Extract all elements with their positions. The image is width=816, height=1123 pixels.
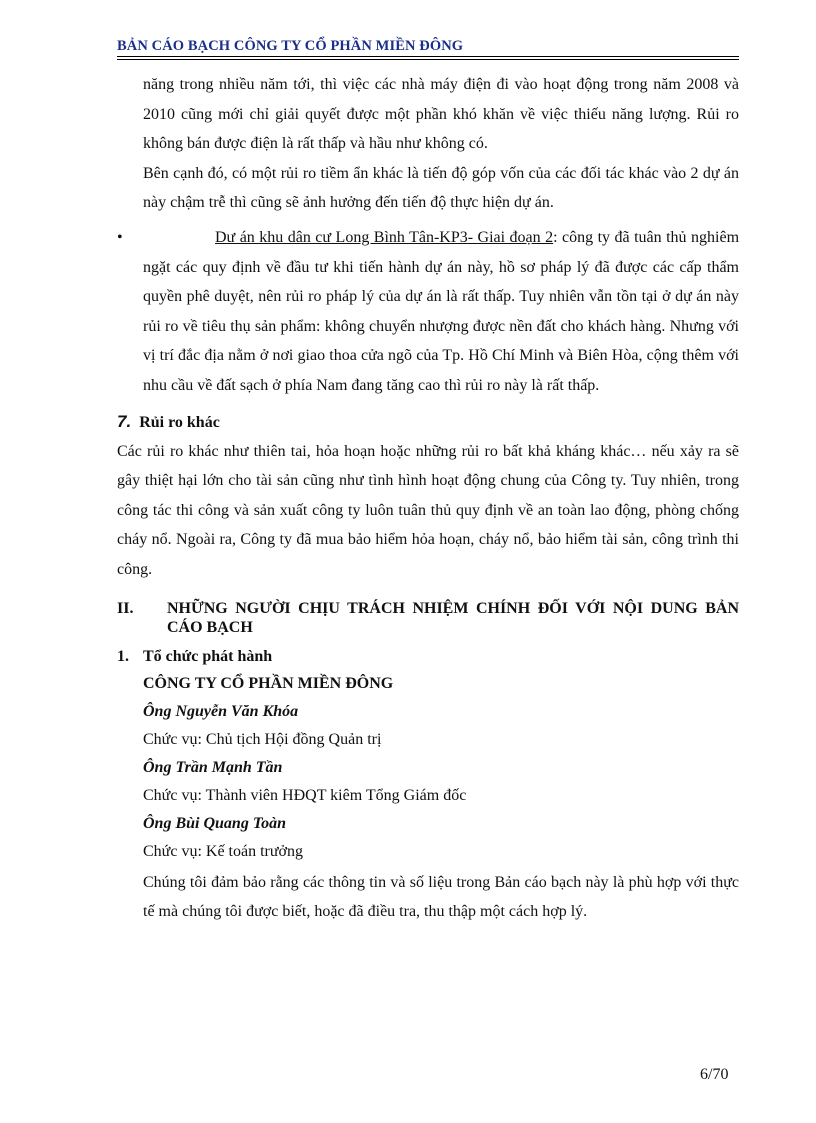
signatories-list <box>117 670 739 866</box>
header-rule-thin <box>117 59 739 60</box>
section-II-heading <box>117 599 739 637</box>
person-name: Ông Bùi Quang Toàn <box>143 814 287 832</box>
person-role: Chức vụ: Chủ tịch Hội đồng Quản trị <box>143 730 382 748</box>
section-7-number: 7. <box>117 411 132 431</box>
section-7-heading <box>117 407 739 437</box>
person-role: Chức vụ: Thành viên HĐQT kiêm Tổng Giám đốc <box>143 786 467 804</box>
section-7-body: Các rủi ro khác như thiên tai, hỏa hoạn hoặc những rủi ro bất khả kháng khác… nếu xảy ra sẽ gây thiệt hại lớn cho tài sản cũng như tình hình hoạt động chung của Công ty. Tuy nhiên, trong công tác thi công và sản xuất công ty luôn tuân thủ quy định về an toàn lao động, phòng chống cháy nổ. Ngoài ra, Công ty đã mua bảo hiểm hỏa hoạn, cháy nổ, bảo hiểm tài sản, công trình thi công. <box>117 442 739 578</box>
page-number: 6/70 <box>700 1066 729 1083</box>
bullet-text: : công ty đã tuân thủ nghiêm ngặt các quy định về đầu tư khi tiến hành dự án này, hồ sơ pháp lý đã được các cấp thẩm quyền phê duyệt, nên rủi ro pháp lý của dự án là rất thấp. Tuy nhiên vẫn tồn tại ở dự án này rủi ro về tiêu thụ sản phẩm: không chuyển nhượng được nền đất cho khách hàng. Nhưng với vị trí đắc địa nằm ở nơi giao thoa cửa ngõ của Tp. Hồ Chí Minh và Biên Hòa, cộng thêm với nhu cầu về đất sạch ở phía Nam đang tăng cao thì rủi ro này là rất thấp. <box>143 228 740 394</box>
document-header: BẢN CÁO BẠCH CÔNG TY CỔ PHẦN MIỀN ĐÔNG <box>117 38 464 54</box>
section-1-title: Tổ chức phát hành <box>143 647 273 665</box>
bullet-paragraph <box>117 223 739 401</box>
section-II-number: II. <box>117 599 134 617</box>
section-II-title: NHỮNG NGƯỜI CHỊU TRÁCH NHIỆM CHÍNH ĐỐI VỚI NỘI DUNG BẢN CÁO BẠCH <box>167 599 739 636</box>
company-name: CÔNG TY CỔ PHẦN MIỀN ĐÔNG <box>143 674 394 692</box>
section-1-number: 1. <box>117 647 129 665</box>
closing-statement: Chúng tôi đảm bảo rằng các thông tin và số liệu trong Bản cáo bạch này là phù hợp với thực tế mà chúng tôi được biết, hoặc đã điều tra, thu thập một cách hợp lý. <box>143 873 739 921</box>
section-1-heading <box>117 643 739 670</box>
section-7-title: Rủi ro khác <box>139 413 220 431</box>
page-content <box>117 70 739 943</box>
bullet-item <box>117 223 739 401</box>
person-role: Chức vụ: Kế toán trưởng <box>143 842 303 860</box>
person-name: Ông Nguyễn Văn Khóa <box>143 702 299 720</box>
header-rule-thick <box>117 56 739 57</box>
project-name-link: Dư án khu dân cư Long Bình Tân-KP3- Giai đoạn 2 <box>215 228 554 246</box>
person-name: Ông Trần Mạnh Tần <box>143 758 283 776</box>
intro-paragraph-2: Bên cạnh đó, có một rủi ro tiềm ẩn khác là tiến độ góp vốn của các đối tác khác vào 2 dự án này chậm trễ thì cũng sẽ ảnh hưởng đến tiến độ thực hiện dự án. <box>143 164 739 212</box>
intro-paragraph-1: năng trong nhiều năm tới, thì việc các nhà máy điện đi vào hoạt động trong năm 2008 và 2010 cũng mới chỉ giải quyết được một phần khó khăn về việc thiếu năng lượng. Rủi ro không bán được điện là rất thấp và hầu như không có. <box>143 76 739 153</box>
bullet-dot-icon: • <box>117 228 123 246</box>
